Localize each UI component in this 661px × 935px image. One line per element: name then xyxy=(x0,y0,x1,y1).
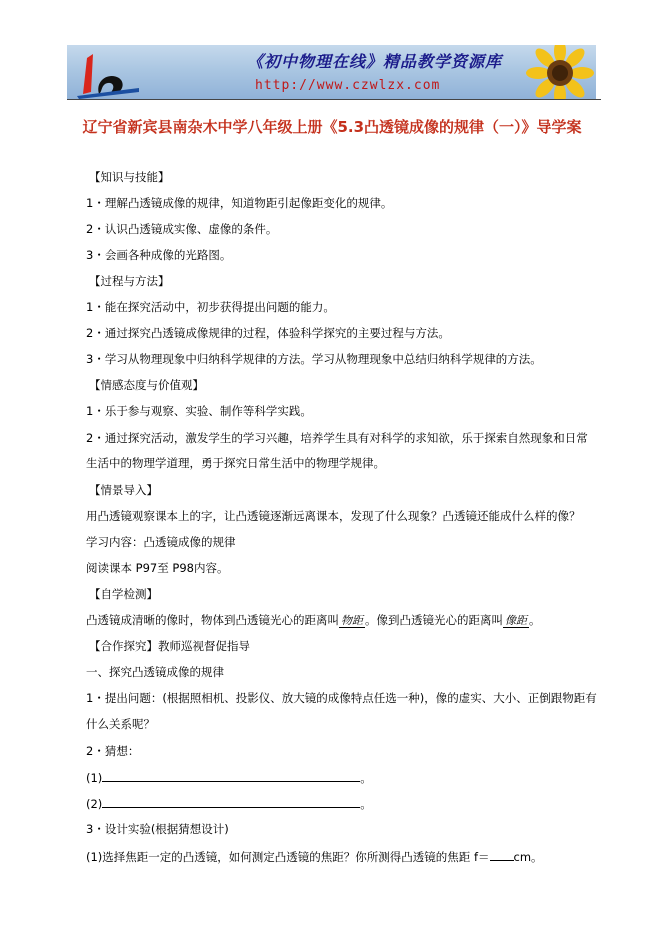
guess-label: (1) xyxy=(86,771,103,785)
paragraph: 阅读课本 P97至 P98内容。 xyxy=(86,561,229,575)
list-item: 1・乐于参与观察、实验、制作等科学实践。 xyxy=(86,404,312,418)
sentence-text: 。 xyxy=(529,613,541,627)
section-heading: 【情景导入】 xyxy=(89,483,158,497)
list-item: 2・通过探究凸透镜成像规律的过程，体验科学探究的主要过程与方法。 xyxy=(86,326,450,340)
section-heading: 【情感态度与价值观】 xyxy=(89,378,204,392)
header-banner xyxy=(67,45,596,100)
section-heading: 【过程与方法】 xyxy=(89,274,170,288)
list-item: 生活中的物理学道理，勇于探究日常生活中的物理学规律。 xyxy=(86,456,385,470)
paragraph: 学习内容：凸透镜成像的规律 xyxy=(86,535,236,549)
paragraph: 用凸透镜观察课本上的字，让凸透镜逐渐远离课本，发现了什么现象？凸透镜还能成什么样的像？ xyxy=(86,509,581,523)
list-item: 1・理解凸透镜成像的规律，知道物距引起像距变化的规律。 xyxy=(86,196,393,210)
focal-length-blank[interactable] xyxy=(490,848,514,861)
list-item: 2・通过探究活动，激发学生的学习兴趣，培养学生具有对科学的求知欲，乐于探索自然现象和日常 xyxy=(86,431,588,445)
banner-url[interactable]: http://www.czwlzx.com xyxy=(255,78,441,93)
section-heading: 【合作探究】教师巡视督促指导 xyxy=(89,639,250,653)
unit-text: cm。 xyxy=(513,850,543,864)
question-text: 3・设计实验(根据猜想设计) xyxy=(86,822,229,836)
guess-label: (2) xyxy=(86,797,103,811)
guess-line-1 xyxy=(86,769,372,786)
section-heading: 【自学检测】 xyxy=(89,587,158,601)
sentence-text: 凸透镜成清晰的像时，物体到凸透镜光心的距离叫 xyxy=(86,613,339,627)
answer-blank[interactable] xyxy=(102,795,360,808)
guess-end: 。 xyxy=(360,771,372,785)
sentence-text: 。像到凸透镜光心的距离叫 xyxy=(365,613,503,627)
answer-blank[interactable] xyxy=(102,769,360,782)
header-rule xyxy=(67,99,601,100)
question-text: 2・猜想： xyxy=(86,744,140,758)
section-heading: 【知识与技能】 xyxy=(89,170,170,184)
site-logo-icon xyxy=(69,48,149,100)
list-item: 3・学习从物理现象中归纳科学规律的方法。学习从物理现象中总结归纳科学规律的方法。 xyxy=(86,352,542,366)
sub-heading: 一、探究凸透镜成像的规律 xyxy=(86,665,224,679)
list-item: 2・认识凸透镜成实像、虚像的条件。 xyxy=(86,222,278,236)
focal-question xyxy=(86,848,543,865)
answer-image-distance: 像距 xyxy=(505,614,527,627)
question-text: 什么关系呢？ xyxy=(86,717,155,731)
answer-object-distance: 物距 xyxy=(341,614,363,627)
list-item: 1・能在探究活动中，初步获得提出问题的能力。 xyxy=(86,300,335,314)
banner-slogan: 《初中物理在线》精品教学资源库 xyxy=(247,52,503,71)
page-title: 辽宁省新宾县南杂木中学八年级上册《5.3凸透镜成像的规律（一）》导学案 xyxy=(82,118,582,136)
question-text: (1)选择焦距一定的凸透镜，如何测定凸透镜的焦距？你所测得凸透镜的焦距 f＝ xyxy=(86,850,490,864)
sunflower-icon xyxy=(514,45,594,100)
guess-end: 。 xyxy=(360,797,372,811)
list-item: 3・会画各种成像的光路图。 xyxy=(86,248,232,262)
guess-line-2 xyxy=(86,795,372,812)
question-text: 1・提出问题：(根据照相机、投影仪、放大镜的成像特点任选一种)，像的虚实、大小、正倒跟物距有 xyxy=(86,691,597,705)
fill-in-sentence xyxy=(86,612,541,629)
